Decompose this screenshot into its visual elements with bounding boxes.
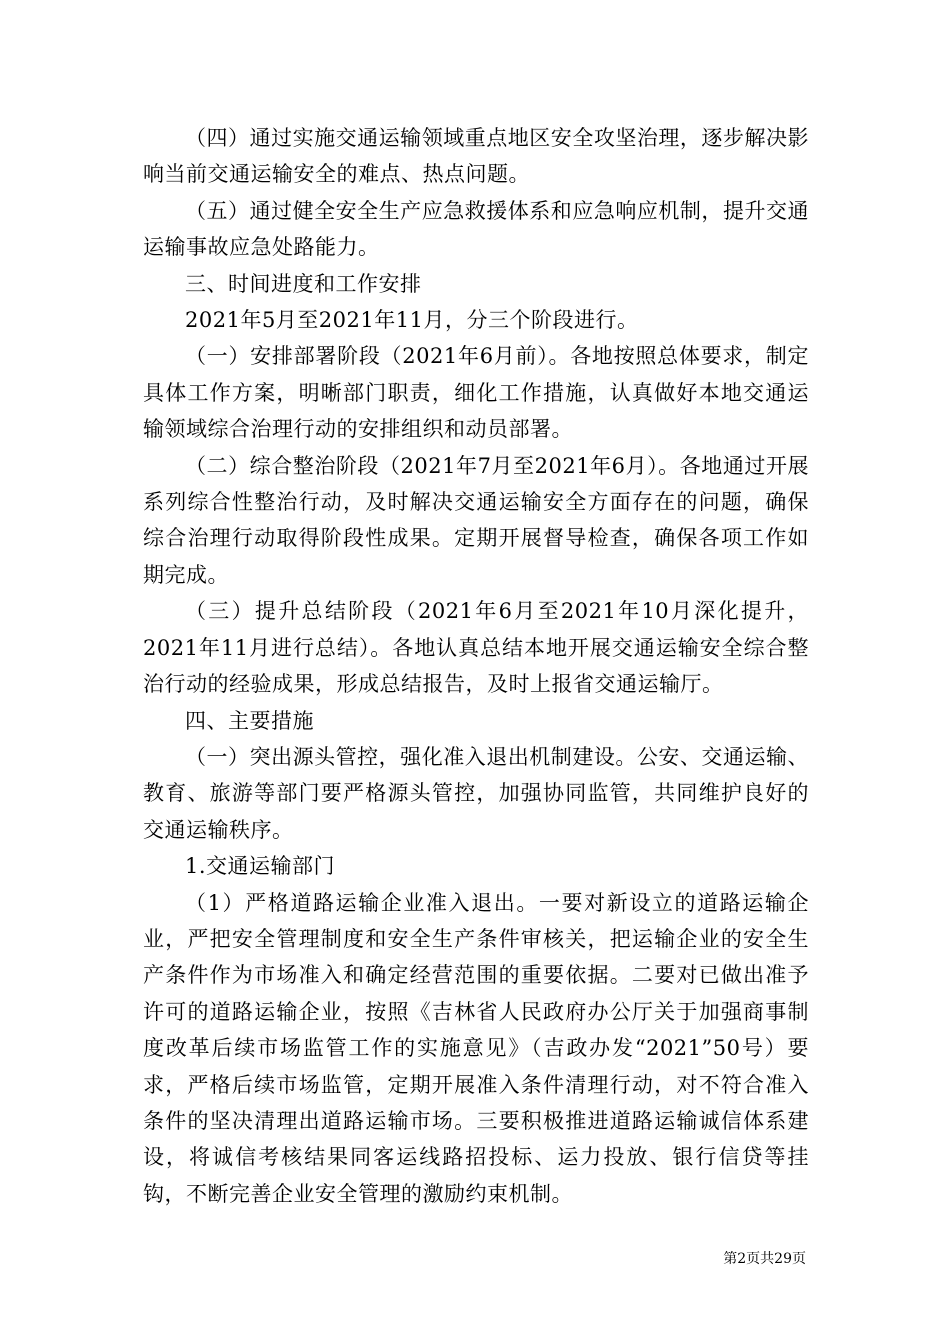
paragraph-measure-detail: （1）严格道路运输企业准入退出。一要对新设立的道路运输企业，严把安全管理制度和安全生产条件审核关，把运输企业的安全生产条件作为市场准入和确定经营范围的重要依据。二要对已做出准予许可的道路运输企业，按照《吉林省人民政府办公厅关于加强商事制度改革后续市场监管工作的实施意见》（吉政办发“2021”50号）要求，严格后续市场监管，定期开展准入条件清理行动，对不符合准入条件的坚决清理出道路运输市场。三要积极推进道路运输诚信体系建设，将诚信考核结果同客运线路招投标、运力投放、银行信贷等挂钩，不断完善企业安全管理的激励约束机制。 [143, 890, 809, 1206]
section-heading-measures: 四、主要措施 [185, 708, 314, 733]
paragraph-schedule-overview: 2021年5月至2021年11月，分三个阶段进行。 [185, 308, 639, 333]
paragraph-stage-three: （三）提升总结阶段（2021年6月至2021年10月深化提升，2021年11月进行总结）。各地认真总结本地开展交通运输安全综合整治行动的经验成果，形成总结报告，及时上报省交通运输厅。 [143, 599, 809, 697]
paragraph-stage-two: （二）综合整治阶段（2021年7月至2021年6月）。各地通过开展系列综合性整治行动，及时解决交通运输安全方面存在的问题，确保综合治理行动取得阶段性成果。定期开展督导检查，确保各项工作如期完成。 [143, 453, 809, 587]
paragraph-measure-one: （一）突出源头管控，强化准入退出机制建设。公安、交通运输、教育、旅游等部门要严格源头管控，加强协同监管，共同维护良好的交通运输秩序。 [143, 744, 809, 842]
section-heading-schedule: 三、时间进度和工作安排 [185, 271, 422, 296]
document-body [143, 120, 809, 1212]
paragraph-goal-five: （五）通过健全安全生产应急救援体系和应急响应机制，提升交通运输事故应急处路能力。 [143, 198, 809, 260]
subheading-transport-department: 1.交通运输部门 [185, 854, 336, 879]
page-number-footer: 第2页共29页 [723, 1251, 806, 1267]
paragraph-goal-four: （四）通过实施交通运输领域重点地区安全攻坚治理，逐步解决影响当前交通运输安全的难点、热点问题。 [143, 126, 809, 187]
paragraph-stage-one: （一）安排部署阶段（2021年6月前）。各地按照总体要求，制定具体工作方案，明晰部门职责，细化工作措施，认真做好本地交通运输领域综合治理行动的安排组织和动员部署。 [143, 344, 809, 442]
